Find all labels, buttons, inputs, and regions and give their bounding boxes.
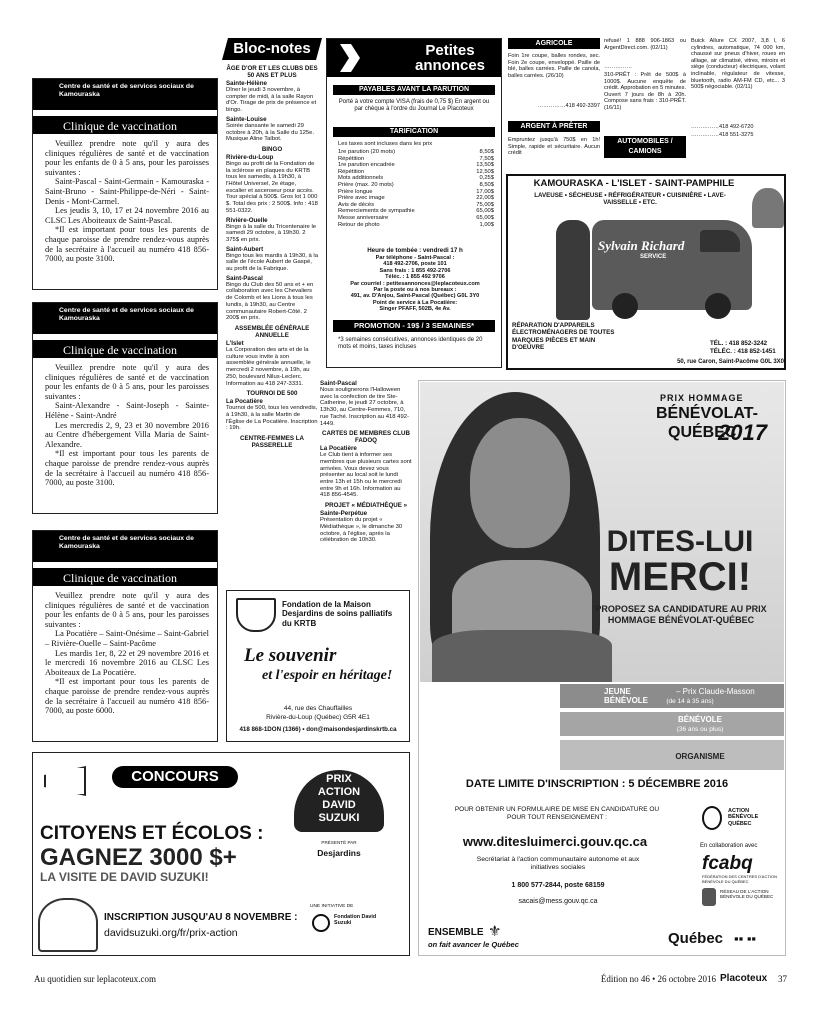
fondation-addr-1: 44, rue des Chauffailles <box>283 705 353 712</box>
van-wheel-rear <box>612 293 638 319</box>
cat1-age: (de 14 à 35 ans) <box>666 698 714 705</box>
prix-hommage: PRIX HOMMAGE <box>660 393 744 403</box>
tarif-label: Prière (max. 20 mots) <box>338 181 394 188</box>
concours-line-2: GAGNEZ 3000 $+ <box>40 844 237 871</box>
brief-town: Sainte-Perpétue <box>320 510 368 518</box>
clinic-box <box>32 302 218 514</box>
brief-text: Présentation du projet « Médiathèque », le dimanche 30 octobre, à l'église, après la célébration de 10h30. <box>320 517 403 544</box>
contact-line: Par téléphone - Saint-Pascal : <box>375 255 455 261</box>
technician-figure <box>556 220 590 320</box>
brief-text: Bingo à la salle du Tricentenaire le samedi 29 octobre, à 19h30. 2 375$ en prix. <box>226 223 317 243</box>
tarif-row <box>338 189 494 196</box>
brief-text: Dîner le jeudi 3 novembre, à compter de midi, à la salle Rayon d'Or. Tirage de prix de présence et bingo. <box>226 87 317 114</box>
clinic-org: Centre de santé et de services sociaux de Kamouraska <box>33 303 217 334</box>
brief-text: Nous soulignerons l'Halloween avec la confection de tire Ste-Catherine, le jeudi 27 octobre, à 13h30, au Centre-Femmes, 710, rue Taché. Inscription au 418 492-1449. <box>320 387 409 427</box>
tarif-row <box>338 215 494 222</box>
avatar <box>752 188 784 228</box>
brief-text: Bingo au profit de la Fondation de la sclérose en plaques du KRTB tous les samedis, à 19h30, à l'Hôtel Universel, 2e étage, escalier et ascenseur pour accès. Tour spécial à 500$. Gros lot 1 000 $. Total des prix : 2 500$. Info : 418 551-0322. <box>226 160 318 214</box>
contact-line: Par la poste ou à nos bureaux : <box>373 287 457 294</box>
tarif-price: 8,50$ <box>479 149 494 155</box>
clinic-paragraph: Saint-Alexandre - Saint-Joseph - Sainte-Hélène - Saint-André <box>45 401 209 420</box>
clinic-paragraph: *Il est important pour tous les parents de chaque paroisse de prendre rendez-vous auprès de la secrétaire à l'accueil au numéro 418 856-7000, au poste 6000. <box>45 677 209 716</box>
tarif-label: Messe anniversaire <box>338 214 389 221</box>
clinic-paragraph: Veuillez prendre note qu'il y aura des cliniques régulières de santé et de vaccination pour les enfants de 0 à 5 ans, pour les paroisses suivantes : <box>45 139 209 177</box>
tarif-row <box>338 156 494 163</box>
initiative: UNE INITIATIVE DE <box>310 904 354 909</box>
footer-left: Au quotidien sur leplacoteux.com <box>34 974 156 984</box>
tarif-row <box>338 169 494 176</box>
brief-town: Saint-Pascal <box>226 274 263 282</box>
clinic-paragraph: Les jeudis 3, 10, 17 et 24 novembre 2016 au CLSC Les Aboiteaux de Saint-Pascal. <box>45 206 209 225</box>
presente: PRÉSENTÉ PAR <box>321 840 357 845</box>
headline-2: MERCI! <box>608 555 752 599</box>
fondation-name: Fondation de la Maison Desjardins de soins palliatifs du KRTB <box>282 600 393 628</box>
brief-heading: ÂGE D'OR ET LES CLUBS DES 50 ANS ET PLUS <box>226 65 318 79</box>
tarif-price: 65,00$ <box>476 208 494 215</box>
sylvain-brand: Sylvain Richard <box>598 238 685 253</box>
concours-insc: INSCRIPTION JUSQU'AU 8 NOVEMBRE : <box>104 912 298 923</box>
autos-header: AUTOMOBILES / CAMIONS <box>604 136 686 158</box>
clinic-paragraph: Les mercredis 2, 9, 23 et 30 novembre 2016 au Centre d'hébergement Villa Maria de Saint-Alexandre. <box>45 420 209 449</box>
benevolat-year: 2017 <box>718 420 767 445</box>
sylvain-addr: 50, rue Caron, Saint-Pacôme G0L 3X0 <box>677 359 784 365</box>
tarif-label: Répétition <box>338 168 365 175</box>
tarif-price: 1,00$ <box>479 221 494 228</box>
quebec-logo: Québec <box>668 930 724 947</box>
propose-text: PROPOSEZ SA CANDIDATURE AU PRIX HOMMAGE BÉNÉVOLAT-QUÉBEC <box>595 604 767 625</box>
fondation-addr-2: Rivière-du-Loup (Québec) G5R 4E1 <box>266 714 370 721</box>
contact-line: Singer PFAFF, 502B, 4e Av. <box>379 306 451 313</box>
cat2-title: BÉNÉVOLE <box>677 715 722 724</box>
badge-action: ACTION <box>317 786 361 798</box>
classified-col2a: refusé! 1 888 906-1863 ou ArgentDirect.com. (02/11) <box>604 38 686 51</box>
brief-text: Soirée dansante le samedi 29 octobre à 20h, à la Salle du 125e. Musique Aline Talbot. <box>226 122 315 143</box>
fcabq-logo: fcabq <box>702 853 753 874</box>
tarif-label: Retour de photo <box>338 221 380 228</box>
brief-town: Sainte-Hélène <box>226 80 267 87</box>
footer-edition: Édition no 46 • 26 octobre 2016 <box>600 974 716 984</box>
reseau-logo <box>702 888 716 906</box>
argent-text: Empruntez jusqu'à 750$ en 1h! Simple, rapide et sécuritaire. Aucun crédit <box>508 137 600 157</box>
clinic-box <box>32 530 218 742</box>
brief-heading: ASSEMBLÉE GÉNÉRALE ANNUELLE <box>234 324 310 339</box>
clinic-title: Clinique de vaccination <box>33 340 217 358</box>
concours-url[interactable]: davidsuzuki.org/fr/prix-action <box>104 927 238 939</box>
concours-label: CONCOURS <box>112 766 238 788</box>
cat1-sub: – Prix Claude-Masson <box>676 687 755 696</box>
tarif-label: Remerciements de sympathie <box>338 208 415 215</box>
clinic-paragraph: *Il est important pour tous les parents de chaque paroisse de prendre rendez-vous auprès de la secrétaire à l'accueil au numéro 418 856-7000, au poste 3100. <box>45 225 209 264</box>
classified-col3: Buick Allure CX 2007, 3,8 l, 6 cylindres, automatique, 74 000 km, chaussé sur pneus d'hiver, roues en alliage, air climatisé, vitres, miroirs et siège (conducteur) électriques, volant inclinable, régulateur de vitesse, bluetooth, radio AM-FM CD, etc... 3 500$ négociable. (02/11) <box>691 38 785 91</box>
badge-prix: PRIX <box>326 773 352 785</box>
tarif-price: 17,00$ <box>476 188 494 195</box>
classified-col2b: …………… <box>604 64 632 70</box>
sylvain-tel: TÉL. : 418 852-3242 <box>710 340 768 347</box>
benevolat-secretariat: Secrétariat à l'action communautaire autonome et aux initiatives sociales <box>476 856 640 872</box>
sylvain-region: KAMOURASKA - L'ISLET - SAINT-PAMPHILE <box>533 178 735 189</box>
petites-title-1: Petites <box>425 42 475 59</box>
clinic-title: Clinique de vaccination <box>33 116 217 134</box>
cat3-title: ORGANISME <box>675 752 725 761</box>
tarif-price: 8,50$ <box>479 181 494 188</box>
benevolat-deadline: DATE LIMITE D'INSCRIPTION : 5 DÉCEMBRE 2016 <box>465 778 729 790</box>
classified-col3-phone2: ……………418 551-3275 <box>691 132 754 138</box>
brief-town: Saint-Aubert <box>226 245 264 253</box>
clinic-paragraph: La Pocatière – Saint-Onésime – Saint-Gabriel – Rivière-Ouelle – Saint-Pacôme <box>45 629 209 648</box>
classified-col2c: 310-PRÊT : Prêt de 500$ à 1000$. Aucune enquête de crédit. Approbation en 5 minutes. Ouvert 7 jours de 8h à 20h. Compose sans frais : 310-PRÊT. (16/11) <box>604 72 686 111</box>
agricole-text: Foin 1re coupe, balles rondes, sec. Foin 2e coupe, enveloppé. Paille de blé, balles carrées. Paille de canola, balles carrées. (26/10) <box>508 53 600 79</box>
argent-header: ARGENT À PRÊTER <box>508 121 600 132</box>
quebec-flag-icon: ▪▪ ▪▪ <box>734 931 757 946</box>
payable-bar: PAYABLES AVANT LA PARUTION <box>333 85 495 95</box>
brief-town: Rivière-Ouelle <box>226 216 268 224</box>
brief-text: Bingo du Club des 50 ans et + en collaboration avec les Chevaliers de Colomb et les Lions à tous les lundis, à 19h30, au Centre communautaire Robert-Côté. 2 200$ en prix. <box>226 281 314 322</box>
badge-suzuki: SUZUKI <box>318 812 360 824</box>
boat-icon <box>236 598 276 632</box>
tarification-bar: TARIFICATION <box>333 127 495 137</box>
reseau: RÉSEAU DE L'ACTION BÉNÉVOLE DU QUÉBEC <box>720 889 774 900</box>
tarif-row <box>338 195 494 202</box>
sylvain-services: LAVEUSE • SÉCHEUSE • RÉFRIGÉRATEUR • CUISINIÈRE • LAVE-VAISSELLE • ETC. <box>534 192 726 207</box>
tarif-label: Avis de décès <box>338 201 374 208</box>
clinic-org: Centre de santé et de services sociaux de Kamouraska <box>33 531 217 562</box>
brief-town: La Pocatière <box>226 398 263 406</box>
benevolat-phone: 1 800 577-2844, poste 68159 <box>511 882 605 889</box>
tarif-row <box>338 208 494 215</box>
cat2-age: (36 ans ou plus) <box>676 726 724 733</box>
brief-heading: BINGO <box>261 145 283 153</box>
tarif-label: 1re parution (20 mots) <box>338 149 396 155</box>
suzuki-portrait <box>38 898 98 952</box>
clinic-body <box>33 358 217 492</box>
action-benevole-logo <box>702 806 722 830</box>
contact-line: Sans frais : 1 855 492-2706 <box>379 267 451 274</box>
brief-town: Sainte-Louise <box>226 115 267 123</box>
tarif-price: 22,00$ <box>476 195 494 202</box>
fondation-suzuki: Fondation David Suzuki <box>334 914 377 927</box>
fcabq-sub: FÉDÉRATION DES CENTRES D'ACTION BÉNÉVOLE DU QUÉBEC <box>702 874 777 884</box>
ensemble: ENSEMBLE <box>428 927 484 938</box>
classified-col3-phone1: ……………418 492-6720 <box>691 124 754 130</box>
concours-line-1: CITOYENS ET ÉCOLOS : <box>40 823 264 844</box>
brief-town: La Pocatière <box>320 445 357 453</box>
fondation-suzuki-icon <box>312 914 330 932</box>
contact-line: Par courriel : petitesannonces@leplacoteux.com <box>350 280 480 287</box>
tarif-label: Répétition <box>338 155 365 162</box>
contact-line: Téléc. : 1 855 492 9706 <box>385 274 445 281</box>
fondation-slogan-1: Le souvenir <box>244 645 337 666</box>
brief-heading: CENTRE-FEMMES LA PASSERELLE <box>240 435 304 450</box>
van-wheel-front <box>705 293 731 319</box>
fondation-slogan-2: et l'espoir en héritage! <box>262 668 393 683</box>
clinic-title: Clinique de vaccination <box>33 568 217 586</box>
tarif-row <box>338 222 494 229</box>
brief-heading: CARTES DE MEMBRES CLUB FADOQ <box>321 430 410 445</box>
agricole-phone: ……………418 492-3397 <box>537 103 600 109</box>
concours-line-3: LA VISITE DE DAVID SUZUKI! <box>40 870 209 884</box>
tarif-price: 7,50$ <box>479 155 494 162</box>
brief-town: Rivière-du-Loup <box>226 153 274 161</box>
tarif-price: 12,50$ <box>476 168 494 175</box>
contact-line: 491, av. D'Anjou, Saint-Pascal (Québec) G0L 3Y0 <box>350 293 480 300</box>
tarif-label: Prière longue <box>338 188 373 195</box>
tarif-price: 13,50$ <box>476 162 494 169</box>
collab: En collaboration avec <box>700 843 758 849</box>
benevolat-name-2: QUÉBEC <box>668 424 737 441</box>
briefs-column-2 <box>320 380 412 580</box>
tarif-row <box>338 182 494 189</box>
petites-title-2: annonces <box>414 57 486 74</box>
clinic-paragraph: Les mardis 1er, 8, 22 et 29 novembre 2016 et le mercredi 16 novembre 2016 au CLSC Les Aboiteaux de La Pocatière. <box>45 648 209 677</box>
fleur-de-lis-icon: ⚜ <box>488 923 502 940</box>
tarif-price: 0,25$ <box>479 175 494 182</box>
clinic-box <box>32 78 218 290</box>
tarif-intro: Les taxes sont incluses dans les prix <box>338 141 433 147</box>
tarif-row <box>338 202 494 209</box>
desjardins-logo: Desjardins <box>317 848 361 858</box>
cat1-title: JEUNE BÉNÉVOLE <box>604 687 649 705</box>
clinic-body <box>33 586 217 720</box>
brief-heading: PROJET « MÉDIATHÈQUE » <box>324 502 408 510</box>
benevolat-info: POUR OBTENIR UN FORMULAIRE DE MISE EN CANDIDATURE OU POUR TOUT RENSEIGNEMENT : <box>454 806 660 821</box>
brief-text: Tournoi de 500, tous les vendredis, à 19h30, à la salle Martin de l'Église de La Pocatière. Inscription : 19h. <box>226 405 318 432</box>
sylvain-repair: RÉPARATION D'APPAREILS ÉLECTROMÉNAGERS DE TOUTES MARQUES PIÈCES ET MAIN D'OEUVRE <box>512 322 615 352</box>
tarif-label: Prière avec image <box>338 195 385 202</box>
brief-text: Le Club tient à informer ses membres que plusieurs cartes sont arrivées. Vous devez vous présenter au local soit le lundi entre 13h et 15h ou le mercredi entre 9h et 16h. Information au 418 856-4545. <box>320 452 412 499</box>
tarif-price: 75,00$ <box>476 201 494 208</box>
woman-shirt <box>432 630 612 682</box>
brief-heading: TOURNOI DE 500 <box>246 390 298 398</box>
brief-town: Saint-Pascal <box>320 380 357 387</box>
tarif-row <box>338 149 494 156</box>
sylvain-brand-sub: SERVICE <box>640 254 667 260</box>
clinic-org: Centre de santé et de services sociaux de Kamouraska <box>33 79 217 110</box>
clinic-body <box>33 134 217 268</box>
clinic-paragraph: *Il est important pour tous les parents de chaque paroisse de prendre rendez-vous auprès de la secrétaire à l'accueil au numéro 418 856-7000, au poste 3100. <box>45 449 209 488</box>
contact-line: 418 492-2706, poste 101 <box>383 261 447 268</box>
clinic-paragraph: Saint-Pascal - Saint-Germain - Kamouraska - Saint-Bruno - Saint-Philippe-de-Néri - Saint-Denis - Mont-Carmel. <box>45 177 209 206</box>
contact-line: Point de service à La Pocatière: <box>372 299 458 306</box>
promo-note: *3 semaines consécutives, annonces identiques de 20 mots et moins, taxes incluses <box>338 337 483 350</box>
brief-text: La Corporation des arts et de la culture vous invite à son assemblée générale annuelle, le mercredi 2 novembre, à 19h, au 250, boulevard Nilus-Leclerc. Information au 418 247-3331. <box>226 346 311 387</box>
bloc-notes-title: Bloc-notes <box>233 40 311 57</box>
agricole-header: AGRICOLE <box>508 38 600 49</box>
footer-page: 37 <box>778 974 787 984</box>
ensemble-sub: on fait avancer le Québec <box>428 940 519 949</box>
tarif-label: 1re parution encadrée <box>338 162 395 169</box>
payable-text: Porté à votre compte VISA (frais de 0,75 $) En argent ou par chèque à l'ordre du Journal Le Placoteux <box>338 99 490 112</box>
tarif-row <box>338 162 494 169</box>
badge-david: DAVID <box>322 799 356 811</box>
briefs-column-1 <box>226 62 318 562</box>
clinic-paragraph: Veuillez prendre note qu'il y aura des cliniques régulières de santé et de vaccination pour les enfants de 0 à 5 ans, pour les paroisses suivantes : <box>45 363 209 401</box>
promo-bar: PROMOTION - 19$ / 3 SEMAINES* <box>333 320 495 332</box>
tarif-label: Mots additionnels <box>338 175 384 182</box>
footer-paper: Placoteux <box>720 973 768 984</box>
fondation-contact: 418 868-1DON (1366) • don@maisondesjardinskrtb.ca <box>239 726 397 733</box>
woman-face <box>470 418 570 548</box>
action-benevole: ACTION BÉNÉVOLE QUÉBEC <box>728 808 759 827</box>
tarif-price: 65,00$ <box>476 214 494 221</box>
tarif-table <box>338 149 494 228</box>
brief-town: L'Islet <box>226 339 244 347</box>
contact-block <box>330 255 500 313</box>
clinic-paragraph: Veuillez prendre note qu'il y aura des cliniques régulières de santé et de vaccination pour les enfants de 0 à 5 ans, pour les paroisses suivantes : <box>45 591 209 629</box>
benevolat-name-1: BÉNÉVOLAT- <box>656 405 758 422</box>
benevolat-url[interactable]: www.ditesluimerci.gouv.qc.ca <box>462 834 648 849</box>
benevolat-email[interactable]: sacais@mess.gouv.qc.ca <box>518 898 598 905</box>
sylvain-fax: TÉLÉC. : 418 852-1451 <box>710 348 776 355</box>
headline-1: DITES-LUI <box>606 525 754 558</box>
tarif-row <box>338 175 494 182</box>
brief-text: Bingo tous les mardis à 19h30, à la salle de l'école Aubert de Gaspé, au profit de la Fabrique. <box>226 252 318 273</box>
deadline: Heure de tombée : vendredi 17 h <box>367 247 463 254</box>
